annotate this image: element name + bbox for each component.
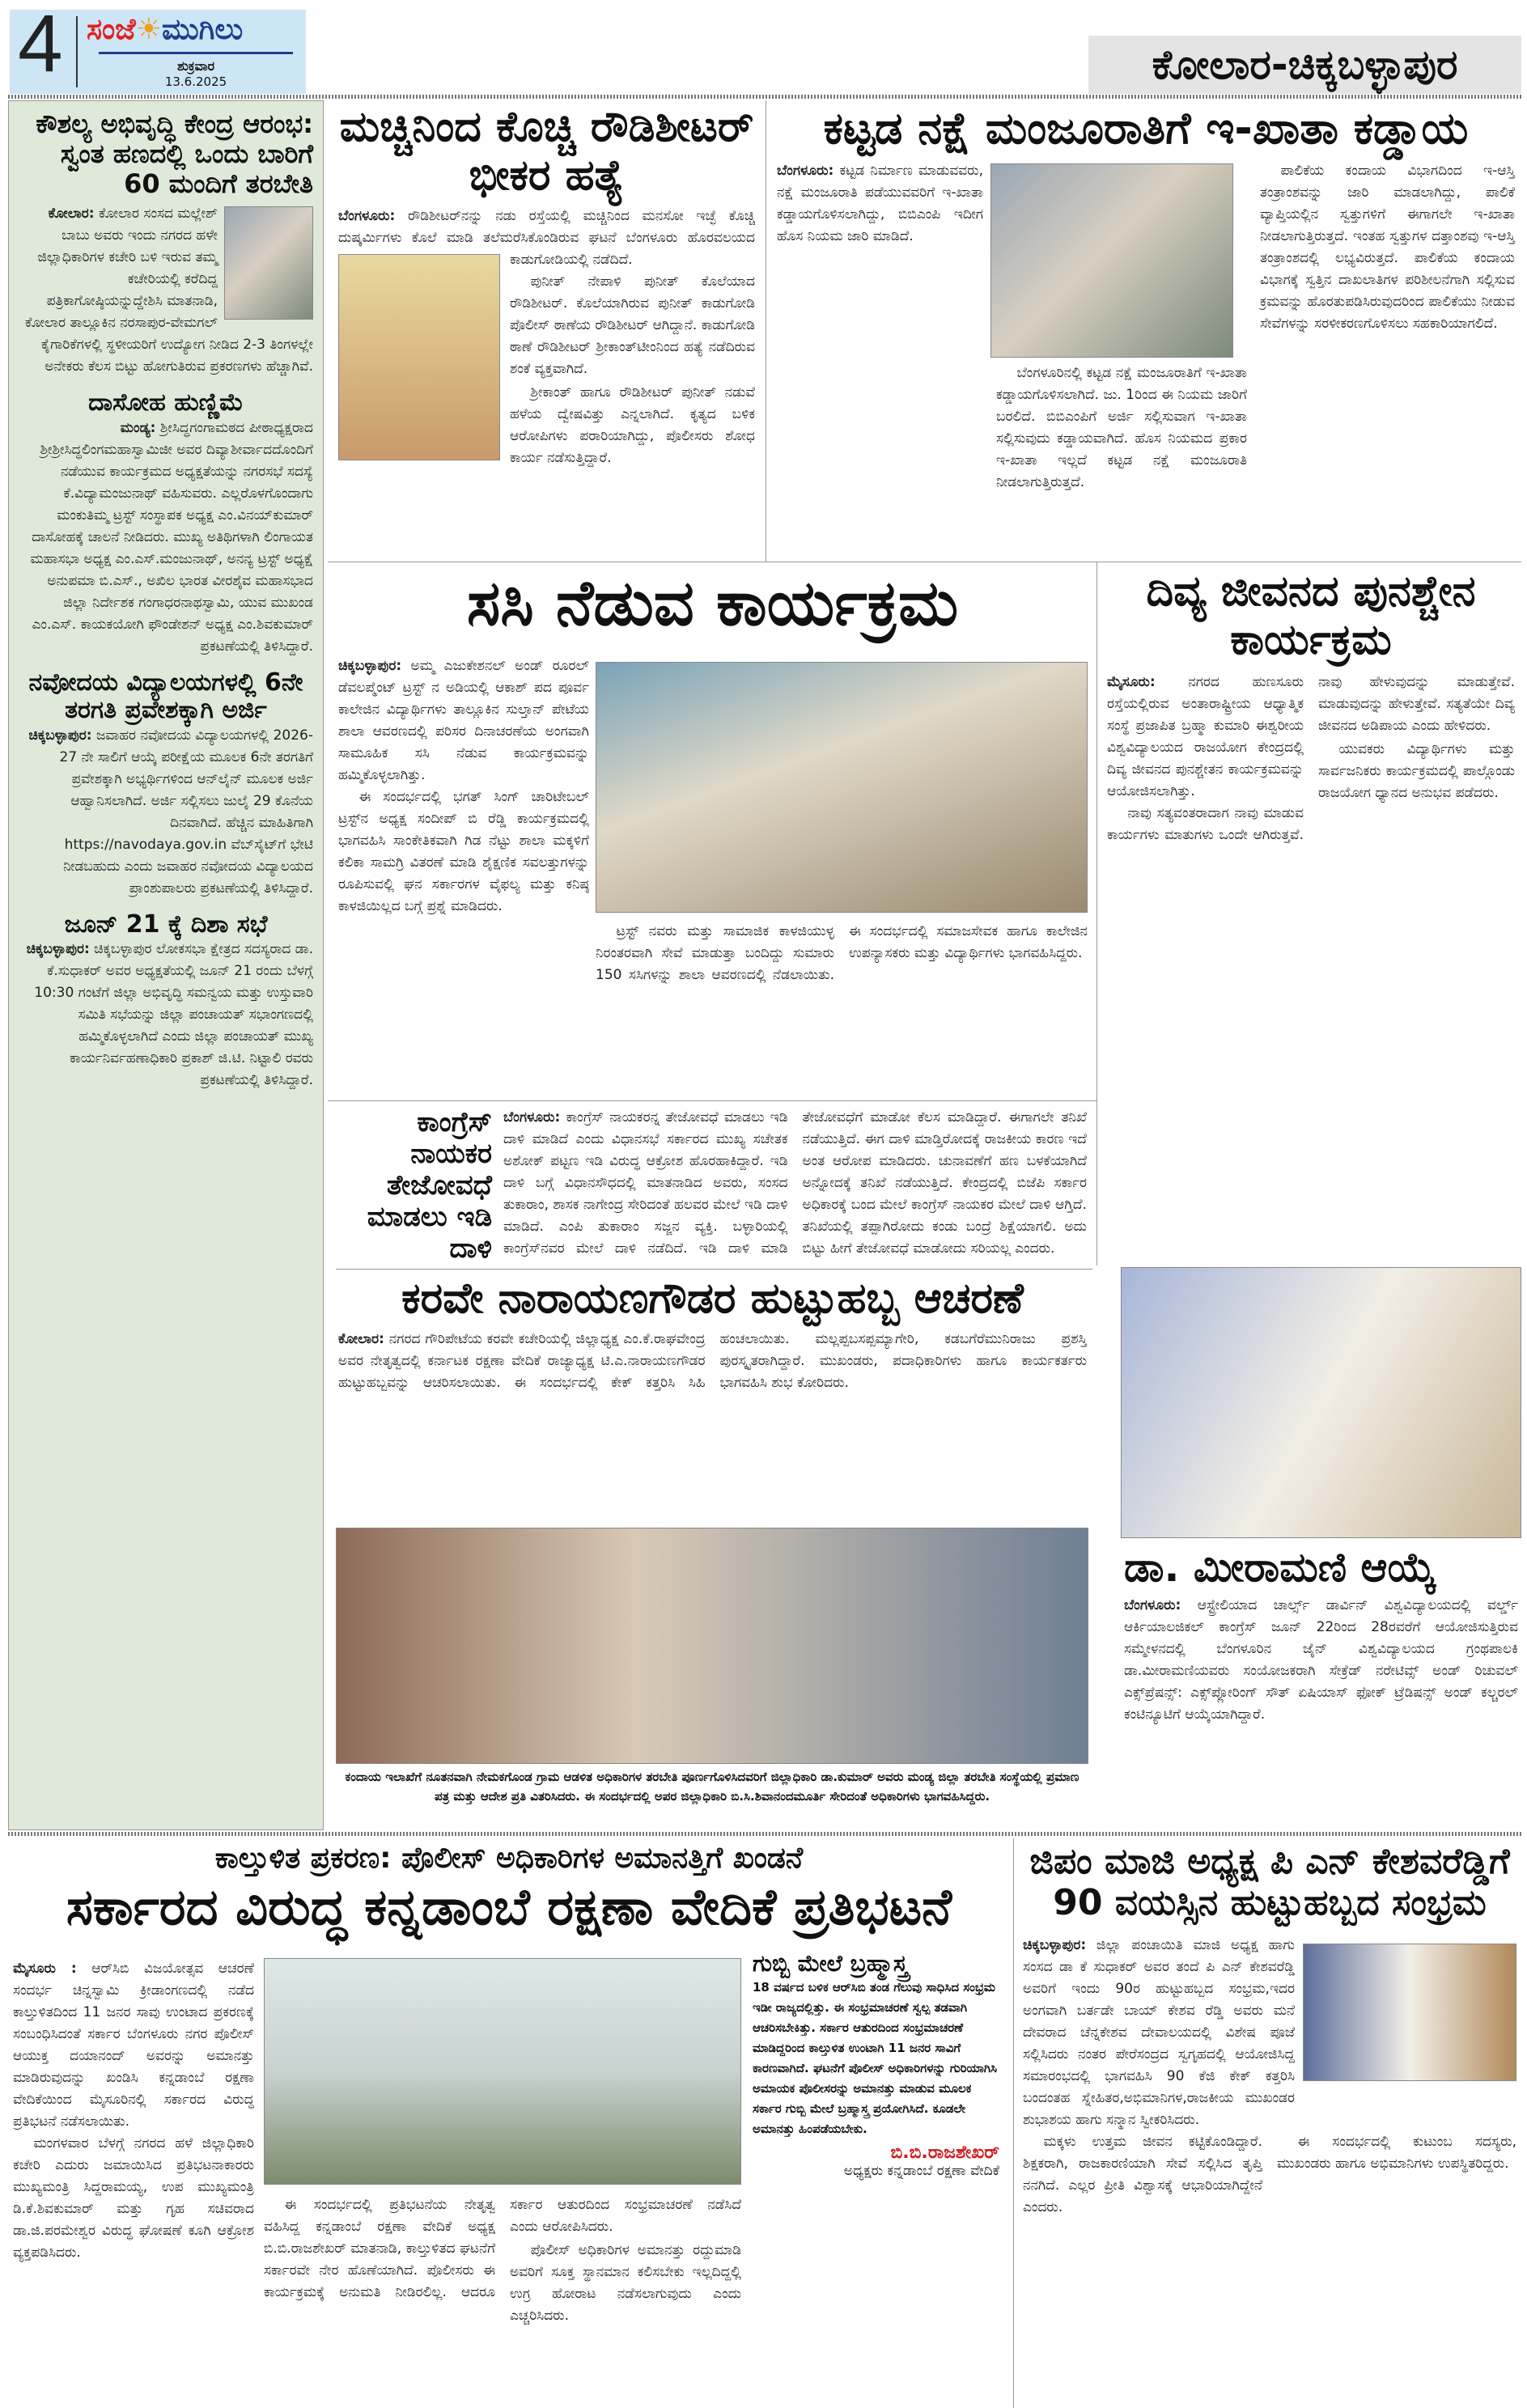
body-text: ನಗರದ ಗೌರಿಪೇಟೆಯ ಕರವೇ ಕಚೇರಿಯಲ್ಲಿ ಜಿಲ್ಲಾಧ್ಯಕ್ಷ ಎಂ.ಕೆ.ರಾಘವೇಂದ್ರ ಅವರ ನೇತೃತ್ವದಲ್ಲಿ ಕರ್ನಾಟಕ ರಕ್ಷಣಾ ವೇದಿಕೆ ರಾಜ್ಯಾಧ್ಯಕ್ಷ ಟಿ.ಎ.ನಾರಾಯಣಗೌಡರ ಹುಟ್ಟುಹಬ್ಬವನ್ನು ಆಚರಿಸಲಾಯಿತು. ಈ ಸಂದರ್ಭದಲ್ಲಿ ಕೇಕ್ ಕತ್ತರಿಸಿ ಸಿಹಿ ಹಂಚಲಾಯಿತು. ಮಲ್ಲಪ್ಪಬಸಪ್ಪಮ್ಯಾಗೇರಿ, ಕಡಬಗೆರೆಮುನಿರಾಜು ಪ್ರಶಸ್ತಿ ಪುರಸ್ಕೃತರಾಗಿದ್ದಾರೆ. ಮುಖಂಡರು, ಪದಾಧಿಕಾರಿಗಳು ಹಾಗೂ ಕಾರ್ಯಕರ್ತರು ಭಾಗವಹಿಸಿ ಶುಭ ಕೋರಿದರು. <box>338 1330 1087 1391</box>
page-number: 4 <box>18 0 63 89</box>
paragraph: ಅಮ್ಮ ಎಜುಕೇಶನಲ್ ಅಂಡ್ ರೂರಲ್ ಡೆವಲಪ್ಮೆಂಟ್ ಟ್ರಸ್ಟ್ ನ ಅಡಿಯಲ್ಲಿ ಆಕಾಶ್ ಪದ ಪೂರ್ವ ಕಾಲೇಜಿನ ವಿದ್ಯಾರ್ಥಿಗಳು ತಾಲ್ಲೂಕಿನ ಸುಲ್ತಾನ್ ಪೇಟೆಯ ಶಾಲಾ ಆವರಣದಲ್ಲಿ ಪರಿಸರ ದಿನಾಚರಣೆಯ ಅಂಗವಾಗಿ ಸಾಮೂಹಿಕ ಸಸಿ ನೆಡುವ ಕಾರ್ಯಕ್ರಮವನ್ನು ಹಮ್ಮಿಕೊಳ್ಳಲಾಗಿತ್ತು. <box>338 657 589 783</box>
divider <box>328 1100 1096 1101</box>
paragraph: ನಾವು ಸತ್ಯವಂತರಾದಾಗ ನಾವು ಮಾಡುವ ಕಾರ್ಯಗಳು ಮಾತುಗಳು ಒಂದೇ ಆಗಿರುತ್ತವೆ. ನಾವು ಹೇಳುವುದನ್ನು ಮಾಡುತ್ತೇವೆ. ಮಾಡುವುದನ್ನು ಹೇಳುತ್ತೇವೆ. ಸತ್ಯತೆಯೇ ದಿವ್ಯ ಜೀವನದ ಅಡಿಪಾಯ ಎಂದು ಹೇಳಿದರು. <box>1107 673 1515 843</box>
body-text: ಜವಾಹರ ನವೋದಯ ವಿದ್ಯಾಲಯಗಳಲ್ಲಿ 2026-27 ನೇ ಸಾಲಿಗೆ ಆಯ್ಕೆ ಪರೀಕ್ಷೆಯ ಮೂಲಕ 6ನೇ ತರಗತಿಗೆ ಪ್ರವೇಶಕ್ಕಾಗಿ ಅಭ್ಯರ್ಥಿಗಳಿಂದ ಆನ್‌ಲೈನ್ ಮೂಲಕ ಅರ್ಜಿ ಆಹ್ವಾನಿಸಲಾಗಿದೆ. ಅರ್ಜಿ ಸಲ್ಲಿಸಲು ಜುಲೈ 29 ಕೊನೆಯ ದಿನವಾಗಿದೆ. ಹೆಚ್ಚಿನ ಮಾಹಿತಿಗಾಗಿ https://navodaya.gov.in ವೆಬ್‌ಸೈಟ್‌ಗೆ ಭೇಟಿ ನೀಡಬಹುದು ಎಂದು ಜವಾಹರ ನವೋದಯ ವಿದ್ಯಾಲಯದ ಪ್ರಾಂಶುಪಾಲರು ಪ್ರಕಟಣೆಯಲ್ಲಿ ತಿಳಿಸಿದ್ದಾರೆ. <box>59 727 313 897</box>
paragraph: ಶ್ರೀಕಾಂತ್ ಹಾಗೂ ರೌಡಿಶೀಟರ್ ಪುನೀತ್ ನಡುವೆ ಹಳೆಯ ದ್ವೇಷವಿತ್ತು ಎನ್ನಲಾಗಿದೆ. ಕೃತ್ಯದ ಬಳಿಕ ಆರೋಪಿಗಳು ಪರಾರಿಯಾಗಿದ್ದು, ಪೊಲೀಸರು ಶೋಧ ಕಾರ್ಯ ನಡೆಸುತ್ತಿದ್ದಾರೆ. <box>510 384 755 466</box>
paragraph: ಬೆಂಗಳೂರಿನಲ್ಲಿ ಕಟ್ಟಡ ನಕ್ಷೆ ಮಂಜೂರಾತಿಗೆ ಇ-ಖಾತಾ ಕಡ್ಡಾಯಗೊಳಿಸಲಾಗಿದೆ. ಜು. 1ರಿಂದ ಈ ನಿಯಮ ಜಾರಿಗೆ ಬರಲಿದೆ. ಬಿಬಿಎಂಪಿಗೆ ಅರ್ಜಿ ಸಲ್ಲಿಸುವಾಗ ಇ-ಖಾತಾ ಸಲ್ಲಿಸುವುದು ಕಡ್ಡಾಯವಾಗಿದೆ. ಹೊಸ ನಿಯಮದ ಪ್ರಕಾರ ಇ-ಖಾತಾ ಇಲ್ಲದೆ ಕಟ್ಟಡ ನಕ್ಷೆ ಮಂಜೂರಾತಿ ನೀಡಲಾಗುತ್ತಿರುತ್ತದೆ. <box>996 365 1247 491</box>
quote-role: ಅಧ್ಯಕ್ಷರು ಕನ್ನಡಾಂಬೆ ರಕ್ಷಣಾ ವೇದಿಕೆ <box>843 2163 999 2179</box>
dateline: ಬೆಂಗಳೂರು: <box>503 1109 561 1126</box>
paragraph: ಟ್ರಸ್ಟ್ ನವರು ಮತ್ತು ಸಾಮಾಜಿಕ ಕಾಳಜಿಯುಳ್ಳ ನಿರಂತರವಾಗಿ ಸೇವೆ ಮಾಡುತ್ತಾ ಬಂದಿದ್ದು ಸುಮಾರು 150 ಸಸಿಗಳನ್ನು ಶಾಲಾ ಆವರಣದಲ್ಲಿ ನೆಡಲಾಯಿತು. ಈ ಸಂದರ್ಭದಲ್ಲಿ ಸಮಾಜಸೇವಕ ಹಾಗೂ ಕಾಲೇಜಿನ ಉಪನ್ಯಾಸಕರು ಮತ್ತು ವಿದ್ಯಾರ್ಥಿಗಳು ಭಾಗವಹಿಸಿದ್ದರು. <box>596 923 1088 983</box>
dateline: ಚಿಕ್ಕಬಳ್ಳಾಪುರ: <box>338 657 402 674</box>
dateline: ಚಿಕ್ಕಬಳ್ಳಾಪುರ: <box>28 727 92 744</box>
headline: ಜೂನ್ 21 ಕ್ಕೆ ದಿಶಾ ಸಭೆ <box>64 909 268 939</box>
quote-name: ಬಿ.ಬಿ.ರಾಜಶೇಖರ್ <box>890 2143 999 2163</box>
photo-caption: ಕಂದಾಯ ಇಲಾಖೆಗೆ ನೂತನವಾಗಿ ನೇಮಕಗೊಂಡ ಗ್ರಾಮ ಆಡಳಿತ ಅಧಿಕಾರಿಗಳ ತರಬೇತಿ ಪೂರ್ಣಗೊಳಿಸಿದವರಿಗೆ ಜಿಲ್ಲಾಧಿಕಾರಿ ಡಾ.ಕುಮಾರ್ ಅವರು ಮಂಡ್ಯ ಜಿಲ್ಲಾ ತರಬೇತಿ ಸಂಸ್ಥೆಯಲ್ಲಿ ಪ್ರಮಾಣ ಪತ್ರ ಮತ್ತು ಆದೇಶ ಪ್ರತಿ ವಿತರಿಸಿದರು. ಈ ಸಂದರ್ಭದಲ್ಲಿ ಅಪರ ಜಿಲ್ಲಾಧಿಕಾರಿ ಬಿ.ಸಿ.ಶಿವಾನಂದಮೂರ್ತಿ ಸೇರಿದಂತೆ ಅಧಿಕಾರಿಗಳು ಭಾಗವಹಿಸಿದ್ದರು. <box>345 1770 1080 1804</box>
headline: ಕರವೇ ನಾರಾಯಣಗೌಡರ ಹುಟ್ಟುಹಬ್ಬ ಆಚರಣೆ <box>401 1274 1024 1323</box>
headline: ದಿವ್ಯ ಜೀವನದ ಪುನಶ್ಚೇನ ಕಾರ್ಯಕ್ರಮ <box>1146 567 1476 664</box>
dateline: ಕೋಲಾರ: <box>48 206 95 223</box>
bottom-rule <box>8 1832 1521 1836</box>
headline: ಕಟ್ಟಡ ನಕ್ಷೆ ಮಂಜೂರಾತಿಗೆ ಇ-ಖಾತಾ ಕಡ್ಡಾಯ <box>823 103 1469 154</box>
protest-photo <box>264 1958 741 2185</box>
logo-underline <box>99 52 293 54</box>
article-ekhata <box>770 100 1521 560</box>
paragraph: ಮಂಗಳವಾರ ಬೆಳಗ್ಗೆ ನಗರದ ಹಳೆ ಜಿಲ್ಲಾಧಿಕಾರಿ ಕಚೇರಿ ಎದುರು ಜಮಾಯಿಸಿದ ಪ್ರತಿಭಟನಾಕಾರರು ಮುಖ್ಯಮಂತ್ರಿ ಸಿದ್ದರಾಮಯ್ಯ, ಉಪ ಮುಖ್ಯಮಂತ್ರಿ ಡಿ.ಕೆ.ಶಿವಕುಮಾರ್ ಮತ್ತು ಗೃಹ ಸಚಿವರಾದ ಡಾ.ಜಿ.ಪರಮೇಶ್ವರ ವಿರುದ್ಧ ಘೋಷಣೆ ಕೂಗಿ ಆಕ್ರೋಶ ವ್ಯಕ್ತಪಡಿಸಿದರು. <box>13 2135 254 2261</box>
body-text: ಕೋಲಾರ ಸಂಸದ ಮಲ್ಲೇಶ್ ಬಾಬು ಅವರು ಇಂದು ನಗರದ ಹಳೇ ಜಿಲ್ಲಾಧಿಕಾರಿಗಳ ಕಚೇರಿ ಬಳಿ ಇರುವ ತಮ್ಮ ಕಚೇರಿಯಲ್ಲಿ ಕರೆದಿದ್ದ ಪತ್ರಿಕಾಗೋಷ್ಠಿಯನ್ನುದ್ದೇಶಿಸಿ ಮಾತನಾಡಿ, ಕೋಲಾರ ತಾಲ್ಲೂಕಿನ ನರಸಾಪುರ-ವೇಮಗಲ್ ಕೈಗಾರಿಕೆಗಳಲ್ಲಿ ಸ್ಥಳೀಯರಿಗೆ ಉದ್ಯೋಗ ನೀಡಿದ 2-3 ತಿಂಗಳಲ್ಲೇ ಅನೇಕರು ಕೆಲಸ ಬಿಟ್ಟು ಹೋಗುತಿರುವ ಪ್ರಕರಣಗಳು ಹೆಚ್ಚಾಗಿವೆ. <box>24 206 313 375</box>
dateline: ಚಿಕ್ಕಬಳ್ಳಾಪುರ: <box>26 941 90 958</box>
paragraph: ಈ ಸಂದರ್ಭದಲ್ಲಿ ಕುಟುಂಬ ಸದಸ್ಯರು, ಮುಖಂಡರು ಹಾಗೂ ಅಭಿಮಾನಿಗಳು ಉಪಸ್ಥಿತರಿದ್ದರು. <box>1277 2134 1516 2173</box>
headline: ಮಚ್ಚಿನಿಂದ ಕೊಚ್ಚಿ ರೌಡಿಶೀಟರ್ ಭೀಕರ ಹತ್ಯೆ <box>339 103 754 200</box>
certificate-ceremony-photo <box>336 1528 1088 1764</box>
left-column <box>8 100 324 1830</box>
paragraph: ಕಟ್ಟಡ ನಿರ್ಮಾಣ ಮಾಡುವವರು, ನಕ್ಷೆ ಮಂಜೂರಾತಿ ಪಡೆಯುವವರಿಗೆ ಇ-ಖಾತಾ ಕಡ್ಡಾಯಗೊಳಿಸಲಾಗಿದ್ದು, ಬಿಬಿಎಂಪಿ ಇದೀಗ ಹೊಸ ನಿಯಮ ಜಾರಿ ಮಾಡಿದೆ. <box>777 163 984 245</box>
headline: ಜಿಪಂ ಮಾಜಿ ಅಧ್ಯಕ್ಷ ಪಿ ಎನ್ ಕೇಶವರೆಡ್ಡಿಗೆ 90 ವಯಸ್ಸಿನ ಹುಟ್ಟುಹಬ್ಬದ ಸಂಭ್ರಮ <box>1029 1841 1510 1923</box>
headline: ನವೋದಯ ವಿದ್ಯಾಲಯಗಳಲ್ಲಿ 6ನೇ ತರಗತಿ ಪ್ರವೇಶಕ್ಕಾಗಿ ಅರ್ಜಿ <box>28 668 303 725</box>
divider <box>1096 562 1097 1265</box>
divider <box>1013 1838 1014 2408</box>
section-title: ಕೋಲಾರ-ಚಿಕ್ಕಬಳ್ಳಾಪುರ <box>1088 36 1521 94</box>
headline: ಡಾ. ಮೀರಾಮಣಿ ಆಯ್ಕೆ <box>1124 1544 1436 1591</box>
dateline: ಮಂಡ್ಯ: <box>120 419 156 436</box>
dateline: ಬೆಂಗಳೂರು: <box>338 207 396 224</box>
paragraph: ಮಕ್ಕಳು ಉತ್ತಮ ಜೀವನ ಕಟ್ಟಿಕೊಂಡಿದ್ದಾರೆ. ಶಿಕ್ಷಕರಾಗಿ, ರಾಜಕಾರಣಿಯಾಗಿ ಸೇವೆ ಸಲ್ಲಿಸಿದ ತೃಪ್ತಿ ನನಗಿದೆ. ಎಲ್ಲರ ಪ್ರೀತಿ ವಿಶ್ವಾಸಕ್ಕೆ ಆಭಾರಿಯಾಗಿದ್ದೇನೆ ಎಂದರು. <box>1023 2134 1262 2216</box>
headline: ಸಸಿ ನೆಡುವ ಕಾರ್ಯಕ್ರಮ <box>466 567 959 640</box>
quote-text: 18 ವರ್ಷದ ಬಳಿಕ ಆರ್‌ಸಿಬಿ ತಂಡ ಗೆಲುವು ಸಾಧಿಸಿದ ಸಂಭ್ರಮ ಇಡೀ ರಾಜ್ಯದಲ್ಲಿತ್ತು. ಈ ಸಂಭ್ರಮಾಚರಣೆ ಸ್ವಲ್ಪ ತಡವಾಗಿ ಆಚರಿಸಬೇಕಿತ್ತು. ಸರ್ಕಾರ ಆತುರದಿಂದ ಸಂಭ್ರಮಾಚರಣೆ ಮಾಡಿದ್ದರಿಂದ ಕಾಲ್ತುಳಿತ ಉಂಟಾಗಿ 11 ಜನರ ಸಾವಿಗೆ ಕಾರಣವಾಗಿದೆ. ಘಟನೆಗೆ ಪೊಲೀಸ್ ಅಧಿಕಾರಿಗಳನ್ನು ಗುರಿಯಾಗಿಸಿ ಅಮಾಯಕ ಪೊಲೀಸರನ್ನು ಅಮಾನತ್ತು ಮಾಡುವ ಮೂಲಕ ಸರ್ಕಾರ ಗುಬ್ಬಿ ಮೇಲೆ ಬ್ರಹ್ಮಾಸ್ತ್ರ ಪ್ರಯೋಗಿಸಿದೆ. ಕೂಡಲೇ ಅಮಾನತ್ತು ಹಿಂಪಡೆಯಬೇಕು. <box>753 1980 998 2136</box>
quote-title: ಗುಬ್ಬಿ ಮೇಲೆ ಬ್ರಹ್ಮಾಸ್ತ್ರ <box>753 1950 909 1977</box>
paragraph: ಜಿಲ್ಲಾ ಪಂಚಾಯಿತಿ ಮಾಜಿ ಅಧ್ಯಕ್ಷ ಹಾಗು ಸಂಸದ ಡಾ ಕೆ ಸುಧಾಕರ್ ಅವರ ತಂದೆ ಪಿ ಎನ್ ಕೇಶವರೆಡ್ಡಿ ಅವರಿಗೆ ಇಂದು 90ರ ಹುಟ್ಟುಹಬ್ಬದ ಸಂಭ್ರಮ,ಇದರ ಅಂಗವಾಗಿ ಬರ್ತಡೇ ಬಾಯ್ ಕೇಶವ ರೆಡ್ಡಿ ಅವರು ಮನೆ ದೇವರಾದ ಚೆನ್ನಕೇಶವ ದೇವಾಲಯದಲ್ಲಿ ವಿಶೇಷ ಪೂಜೆ ಸಲ್ಲಿಸಿದರು ನಂತರ ಪೇರೆಸಂದ್ರದ ಸ್ವಗೃಹದಲ್ಲಿ ಆಯೋಜಿಸಿದ್ದ ಸಮಾರಂಭದಲ್ಲಿ ಭಾಗವಹಿಸಿ 90 ಕೆಜಿ ಕೇಕ್ ಕತ್ತರಿಸಿ ಬಂದಂತಹ ಸ್ನೇಹಿತರ,ಅಭಿಮಾನಿಗಳ,ರಾಜಕೀಯ ಮುಖಂಡರ ಶುಭಾಶಯ ಹಾಗು ಸನ್ಮಾನ ಸ್ವೀಕರಿಸಿದರು. <box>1023 1937 1295 2129</box>
paragraph: ಈ ಸಂದರ್ಭದಲ್ಲಿ ಪ್ರತಿಭಟನೆಯ ನೇತೃತ್ವ ವಹಿಸಿದ್ದ ಕನ್ನಡಾಂಬೆ ರಕ್ಷಣಾ ವೇದಿಕೆ ಅಧ್ಯಕ್ಷ ಬಿ.ಬಿ.ರಾಜಶೇಖರ್ ಮಾತನಾಡಿ, ಕಾಲ್ತುಳಿತದ ಘಟನೆಗೆ ಸರ್ಕಾರವೇ ನೇರ ಹೊಣೆಯಾಗಿದೆ. ಪೊಲೀಸರು ಈ ಕಾರ್ಯಕ್ರಮಕ್ಕೆ ಅನುಮತಿ ನೀಡಿರಲಿಲ್ಲ. ಆದರೂ ಸರ್ಕಾರ ಆತುರದಿಂದ ಸಂಭ್ರಮಾಚರಣೆ ನಡೆಸಿದೆ ಎಂದು ಆರೋಪಿಸಿದರು. <box>264 2197 741 2300</box>
top-rule <box>8 95 1521 99</box>
body-text: ಕಾಂಗ್ರೆಸ್ ನಾಯಕರನ್ನ ತೇಜೋವಧೆ ಮಾಡಲು ಇಡಿ ದಾಳಿ ಮಾಡಿದೆ ಎಂದು ವಿಧಾನಸಭೆ ಸರ್ಕಾರದ ಮುಖ್ಯ ಸಚೇತಕ ಅಶೋಕ್ ಪಟ್ಟಣ ಇಡಿ ವಿರುದ್ಧ ಆಕ್ರೋಶ ಹೊರಹಾಕಿದ್ದಾರೆ. ಇಡಿ ದಾಳಿ ಬಗ್ಗೆ ವಿಧಾನಸೌಧದಲ್ಲಿ ಮಾತನಾಡಿದ ಅವರು, ಸಂಸದ ತುಕಾರಾಂ, ಶಾಸಕ ನಾಗೇಂದ್ರ ಸೇರಿದಂತೆ ಹಲವರ ಮೇಲೆ ಇಡಿ ದಾಳಿ ಮಾಡಿದೆ. ಎಂಪಿ ತುಕಾರಾಂ ಸಜ್ಜನ ವ್ಯಕ್ತಿ. ಬಳ್ಳಾರಿಯಲ್ಲಿ ಕಾಂಗ್ರೆಸ್‌ನವರ ಮೇಲೆ ದಾಳಿ ನಡೆದಿದೆ. ಇಡಿ ದಾಳಿ ಮಾಡಿ ತೇಜೋವಧೆಗೆ ಮಾಡೋ ಕೆಲಸ ಮಾಡಿದ್ದಾರೆ. ಈಗಾಗಲೇ ತನಿಖೆ ನಡೆಯುತ್ತಿದೆ. ಈಗ ದಾಳಿ ಮಾಡ್ತಿರೋದಕ್ಕೆ ರಾಜಕೀಯ ಕಾರಣ ಇದೆ ಅಂತ ಆರೋಪ ಮಾಡಿದರು. ಚುನಾವಣೆಗೆ ಹಣ ಬಳಕೆಯಾಗಿದೆ ಅನ್ನೋದಕ್ಕೆ ತನಿಖೆ ನಡೆಯುತ್ತಿದೆ. ಕೇಂದ್ರದಲ್ಲಿ ಬಿಜೆಪಿ ಸರ್ಕಾರ ಅಧಿಕಾರಕ್ಕೆ ಬಂದ ಮೇಲೆ ಕಾಂಗ್ರೆಸ್ ನಾಯಕರ ಮೇಲೆ ದಾಳಿ ಆಗ್ತಿದೆ. ತನಿಖೆಯಲ್ಲಿ ತಪ್ಪಾಗಿರೋದು ಕಂಡು ಬಂದ್ರೆ ಶಿಕ್ಷೆಯಾಗಲಿ. ಅದು ಬಿಟ್ಟು ಹೀಗೆ ತೇಜೋವಧೆ ಮಾಡೋದು ಸರಿಯಲ್ಲ ಎಂದರು. <box>503 1109 1087 1257</box>
article-birthday <box>1018 1838 1521 2408</box>
divider <box>76 16 78 87</box>
headline: ದಾಸೋಹ ಹುಣ್ಣಿಮೆ <box>88 388 244 418</box>
article-meeramani <box>1121 1541 1521 1830</box>
divider <box>336 1269 1092 1270</box>
article-body <box>1124 1595 1518 1726</box>
article-karave <box>330 1272 1095 1523</box>
paragraph: ನಗರದ ಹುಣಸೂರು ರಸ್ತೆಯಲ್ಲಿರುವ ಅಂತಾರಾಷ್ಟ್ರೀಯ ಆಧ್ಯಾತ್ಮಿಕ ಸಂಸ್ಥೆ ಪ್ರಜಾಪಿತ ಬ್ರಹ್ಮಾ ಕುಮಾರಿ ಈಶ್ವರೀಯ ವಿಶ್ವವಿದ್ಯಾಲಯದ ರಾಜಯೋಗ ಕೇಂದ್ರದಲ್ಲಿ ದಿವ್ಯ ಜೀವನದ ಪುನಶ್ಚೇತನ ಕಾರ್ಯಕ್ರಮವನ್ನು ಆಯೋಜಿಸಲಾಗಿತ್ತು. <box>1107 673 1304 799</box>
article-sapling <box>330 565 1095 1099</box>
article-body <box>338 206 755 469</box>
article-protest <box>8 1838 1010 2408</box>
article-body <box>1107 672 1515 846</box>
lead-text: ರೌಡಿಶೀಟರ್‌ನನ್ನು ನಡು ರಸ್ತೆಯಲ್ಲಿ ಮಚ್ಚಿನಿಂದ ಮನಸೋ ಇಚ್ಛೆ ಕೊಚ್ಚಿ ದುಷ್ಕರ್ಮಿಗಳು ಕೊಲೆ ಮಾಡಿ ತಲೆಮರೆಸಿಕೊಂಡಿರುವ ಘಟನೆ ಬೆಂಗಳೂರು ಹೊರವಲಯದ ಕಾಡುಗೋಡಿಯಲ್ಲಿ ನಡೆದಿದೆ. <box>338 207 755 268</box>
article-murder <box>330 100 763 560</box>
dateline: ಕೋಲಾರ: <box>338 1330 384 1347</box>
headline: ಕೌಶಲ್ಯ ಅಭಿವೃದ್ಧಿ ಕೇಂದ್ರ ಆರಂಭ: ಸ್ವಂತ ಹಣದಲ್ಲಿ ಒಂದು ಬಾರಿಗೆ 60 ಮಂದಿಗೆ ತರಬೇತಿ <box>36 108 313 199</box>
suspect-photo <box>338 254 500 460</box>
kicker: ಕಾಲ್ತುಳಿತ ಪ್ರಕರಣ: ಪೊಲೀಸ್ ಅಧಿಕಾರಿಗಳ ಅಮಾನತ್ತಿಗೆ ಖಂಡನೆ <box>214 1842 804 1875</box>
headline: ಕಾಂಗ್ರೆಸ್ ನಾಯಕರ ತೇಜೋವಧೆ ಮಾಡಲು ಇಡಿ ದಾಳಿ <box>367 1106 492 1265</box>
article-body <box>503 1107 1087 1264</box>
lamp-lighting-photo <box>1121 1267 1521 1538</box>
article-body <box>13 1958 254 2408</box>
dateline: ಚಿಕ್ಕಬಳ್ಳಾಪುರ: <box>1023 1937 1087 1954</box>
portrait-photo <box>224 206 313 320</box>
logo-part2: ಮುಗಿಲು <box>161 13 244 46</box>
article-body <box>338 1329 1087 1394</box>
paragraph: ಪೊಲೀಸ್ ಅಧಿಕಾರಿಗಳ ಅಮಾನತ್ತು ರದ್ದುಮಾಡಿ ಅವರಿಗೆ ಸೂಕ್ತ ಸ್ಥಾನಮಾನ ಕಲಿಸಬೇಕು ಇಲ್ಲದಿದ್ದಲ್ಲಿ ಉಗ್ರ ಹೋರಾಟ ನಡೆಸಲಾಗುವುದು ಎಂದು ಎಚ್ಚರಿಸಿದರು. <box>510 2242 741 2324</box>
paragraph: ಈ ಸಂದರ್ಭದಲ್ಲಿ ಭಗತ್ ಸಿಂಗ್ ಚಾರಿಟೇಬಲ್ ಟ್ರಸ್ಟ್‌ನ ಅಧ್ಯಕ್ಷ ಸಂದೀಪ್ ಬಿ ರೆಡ್ಡಿ ಕಾರ್ಯಕ್ರಮದಲ್ಲಿ ಭಾಗವಹಿಸಿ ಸಾಂಕೇತಿಕವಾಗಿ ಗಿಡ ನೆಟ್ಟು ಶಾಲಾ ಮಕ್ಕಳಿಗೆ ಕಲಿಕಾ ಸಾಮಗ್ರಿ ವಿತರಣೆ ಮಾಡಿ ಶೈಕ್ಷಣಿಕ ಸವಲತ್ತುಗಳನ್ನು ರೂಪಿಸುವಲ್ಲಿ ಘನ ಸರ್ಕಾರಗಳ ವೈಫಲ್ಯ ಮತ್ತು ಕನಿಷ್ಠ ಕಾಳಜಿಯಿಲ್ಲದ ಬಗ್ಗೆ ಪ್ರಶ್ನೆ ಮಾಡಿದರು. <box>338 788 589 914</box>
birthday-photo <box>1303 1944 1516 2081</box>
dateline: ಮೈಸೂರು : <box>13 1961 77 1977</box>
dateline: ಮೈಸೂರು: <box>1107 673 1156 690</box>
article-body <box>19 418 313 658</box>
paragraph: ಯುವಕರು ವಿದ್ಯಾರ್ಥಿಗಳು ಮತ್ತು ಸಾರ್ವಜನಿಕರು ಕಾರ್ಯಕ್ರಮದಲ್ಲಿ ಪಾಲ್ಗೊಂಡು ರಾಜಯೋಗ ಧ್ಯಾನದ ಅನುಭವ ಪಡೆದರು. <box>1318 740 1515 801</box>
date: 13.6.2025 <box>164 74 227 89</box>
office-photo <box>990 163 1233 358</box>
article-divya <box>1101 565 1521 1262</box>
article-body <box>19 203 313 378</box>
headline: ಸರ್ಕಾರದ ವಿರುದ್ಧ ಕನ್ನಡಾಂಬೆ ರಕ್ಷಣಾ ವೇದಿಕೆ ಪ್ರತಿಭಟನೆ <box>66 1877 952 1937</box>
dateline: ಬೆಂಗಳೂರು: <box>1124 1596 1181 1613</box>
sun-icon: ☀ <box>135 13 162 46</box>
logo <box>87 13 243 47</box>
quote-box <box>753 1950 999 2403</box>
article-congress <box>330 1104 1095 1267</box>
paragraph: ಆರ್‌ಸಿಬಿ ವಿಜಯೋತ್ಸವ ಆಚರಣೆ ಸಂದರ್ಭ ಚಿನ್ನಸ್ವಾಮಿ ಕ್ರೀಡಾಂಗಣದಲ್ಲಿ ನಡೆದ ಕಾಲ್ತುಳಿತದಿಂದ 11 ಜನರ ಸಾವು ಉಂಟಾದ ಪ್ರಕರಣಕ್ಕೆ ಸಂಬಂಧಿಸಿದಂತೆ ಸರ್ಕಾರ ಬೆಂಗಳೂರು ನಗರ ಪೊಲೀಸ್ ಆಯುಕ್ತ ದಯಾನಂದ್ ಅವರನ್ನು ಅಮಾನತ್ತು ಮಾಡಿರುವುದನ್ನು ಖಂಡಿಸಿ ಕನ್ನಡಾಂಬೆ ರಕ್ಷಣಾ ವೇದಿಕೆಯಿಂದ ಮೈಸೂರಿನಲ್ಲಿ ಸರ್ಕಾರದ ವಿರುದ್ಧ ಪ್ರತಿಭಟನೆ ನಡೆಸಲಾಯಿತು. <box>13 1961 254 2130</box>
paragraph: ಪಾಲಿಕೆಯ ಕಂದಾಯ ವಿಭಾಗದಿಂದ ಇ-ಆಸ್ತಿ ತಂತ್ರಾಂಶವನ್ನು ಜಾರಿ ಮಾಡಲಾಗಿದ್ದು, ಪಾಲಿಕೆ ವ್ಯಾಪ್ತಿಯಲ್ಲಿನ ಸ್ವತ್ತುಗಳಿಗೆ ಈಗಾಗಲೇ ಇ-ಖಾತಾ ನೀಡಲಾಗುತ್ತಿರುತ್ತದೆ. ಇಂತಹ ಸ್ವತ್ತುಗಳ ದತ್ತಾಂಶವು ಇ-ಆಸ್ತಿ ತಂತ್ರಾಂಶದಲ್ಲಿ ಲಭ್ಯವಿರುತ್ತದೆ. ಪಾಲಿಕೆಯ ಕಂದಾಯ ವಿಭಾಗಕ್ಕೆ ಸ್ವತ್ತಿನ ದಾಖಲಾತಿಗಳ ಪರಿಶೀಲನೆಗಾಗಿ ಸಲ್ಲಿಸುವ ಕ್ರಮವನ್ನು ಹೊರತುಪಡಿಸಿರುವುದರಿಂದ ಪಾಲಿಕೆಯು ನೀಡುವ ಸೇವೆಗಳನ್ನು ಸರಳೀಕರಣಗೊಳಿಸಲು ಸಹಕಾರಿಯಾಗಲಿದೆ. <box>1260 163 1515 333</box>
article-body <box>19 939 313 1092</box>
logo-part1: ಸಂಜೆ <box>87 13 136 46</box>
body-text: ಚಿಕ್ಕಬಳ್ಳಾಪುರ ಲೋಕಸಭಾ ಕ್ಷೇತ್ರದ ಸದಸ್ಯರಾದ ಡಾ. ಕೆ.ಸುಧಾಕರ್ ಅವರ ಅಧ್ಯಕ್ಷತೆಯಲ್ಲಿ ಜೂನ್ 21 ರಂದು ಬೆಳಗ್ಗೆ 10:30 ಗಂಟೆಗೆ ಜಿಲ್ಲಾ ಅಭಿವೃದ್ಧಿ ಸಮನ್ವಯ ಮತ್ತು ಉಸ್ತುವಾರಿ ಸಮಿತಿ ಸಭೆಯನ್ನು ಜಿಲ್ಲಾ ಪಂಚಾಯತ್ ಸಭಾಂಗಣದಲ್ಲಿ ಹಮ್ಮಿಕೊಳ್ಳಲಾಗಿದೆ ಎಂದು ಜಿಲ್ಲಾ ಪಂಚಾಯತ್ ಮುಖ್ಯ ಕಾರ್ಯನಿರ್ವಹಣಾಧಿಕಾರಿ ಪ್ರಕಾಶ್ ಜಿ.ಟಿ. ನಿಟ್ಟಾಲಿ ರವರು ಪ್ರಕಟಣೆಯಲ್ಲಿ ತಿಳಿಸಿದ್ದಾರೆ. <box>34 941 313 1089</box>
body-text: ಶ್ರೀಸಿದ್ಧಗಂಗಾಮಠದ ಪೀಠಾಧ್ಯಕ್ಷರಾದ ಶ್ರೀಶ್ರೀಸಿದ್ಧಲಿಂಗಮಹಾಸ್ವಾಮಿಜೀ ಅವರ ದಿವ್ಯಾಶೀರ್ವಾದದೊಂದಿಗೆ ನಡೆಯುವ ಕಾರ್ಯಕ್ರಮದ ಅಧ್ಯಕ್ಷತೆಯನ್ನು ನಗರಸಭೆ ಸದಸ್ಯೆ ಕೆ.ವಿದ್ಯಾಮಂಜುನಾಥ್ ವಹಿಸುವರು. ಎಲ್ಲರೊಳಗೊಂದಾಗು ಮಂಕುತಿಮ್ಮ ಟ್ರಸ್ಟ್ ಸಂಸ್ಥಾಪಕ ಅಧ್ಯಕ್ಷ ಎಂ.ವಿನಯ್‌ಕುಮಾರ್ ದಾಸೋಹಕ್ಕೆ ಚಾಲನೆ ನೀಡಿದರು. ಮುಖ್ಯ ಅತಿಥಿಗಳಾಗಿ ಲಿಂಗಾಯತ ಮಹಾಸಭಾ ಅಧ್ಯಕ್ಷ ಎಂ.ಎಸ್.ಮಂಜುನಾಥ್, ಅನನ್ಯ ಟ್ರಸ್ಟ್ ಅಧ್ಯಕ್ಷೆ ಅನುಪಮಾ ಬಿ.ಎಸ್., ಅಖಿಲ ಭಾರತ ವೀರಶೈವ ಮಹಾಸಭಾದ ಜಿಲ್ಲಾ ನಿರ್ದೇಶಕ ಗಂಗಾಧರನಾಥಸ್ವಾಮಿ, ಯುವ ಮುಖಂಡ ಎಂ.ಎಸ್. ಕಾಯಕಯೋಗಿ ಫೌಂಡೇಶನ್ ಅಧ್ಯಕ್ಷ ಎಂ.ಶಿವಕುಮಾರ್ ಪ್ರಕಟಣೆಯಲ್ಲಿ ತಿಳಿಸಿದ್ದಾರೆ. <box>30 419 313 655</box>
planting-photo <box>596 662 1088 913</box>
article-body <box>19 725 313 900</box>
dateline: ಬೆಂಗಳೂರು: <box>777 163 834 180</box>
masthead <box>10 0 306 94</box>
body-text: ಆಸ್ಟ್ರೇಲಿಯಾದ ಚಾರ್ಲ್ಸ್ ಡಾರ್ವಿನ್ ವಿಶ್ವವಿದ್ಯಾಲಯದಲ್ಲಿ ವರ್ಲ್ಡ್ ಆರ್ಕಿಯಾಲಜಿಕಲ್ ಕಾಂಗ್ರೆಸ್ ಜೂನ್ 22ರಿಂದ 28ರವರೆಗೆ ಆಯೋಜಿಸುತ್ತಿರುವ ಸಮ್ಮೇಳನದಲ್ಲಿ ಬೆಂಗಳೂರಿನ ಜೈನ್ ವಿಶ್ವವಿದ್ಯಾಲಯದ ಗ್ರಂಥಪಾಲಕಿ ಡಾ.ಮೀರಾಮಣಿಯವರು ಸಂಯೋಜಕರಾಗಿ ಸೇಕ್ರೆಡ್ ನರೇಟಿವ್ಸ್ ಅಂಡ್ ರಿಚುವಲ್ ಎಕ್ಸ್‌ಪ್ರೆಷನ್ಸ್: ಎಕ್ಸ್‌ಪ್ಲೋರಿಂಗ್ ಸೌತ್ ಏಷಿಯಾಸ್ ಫೋಕ್ ಟ್ರೆಡಿಷನ್ಸ್ ಅಂಡ್ ಕಲ್ಚರಲ್ ಕಂಟಿನ್ಯೂಟಿಗೆ ಆಯ್ಕೆಯಾಗಿದ್ದಾರೆ. <box>1124 1596 1518 1723</box>
paragraph: ಪುನೀತ್ ನೇಪಾಳಿ ಪುನೀತ್ ಕೊಲೆಯಾದ ರೌಡಿಶೀಟರ್. ಕೊಲೆಯಾಗಿರುವ ಪುನೀತ್ ಕಾಡುಗೋಡಿ ಪೊಲೀಸ್ ಠಾಣೆಯ ರೌಡಿಶೀಟರ್ ಆಗಿದ್ದಾನೆ. ಕಾಡುಗೋಡಿ ಠಾಣೆ ರೌಡಿಶೀಟರ್ ಶ್ರೀಕಾಂತ್‌ಟೀಂನಿಂದ ಹತ್ಯೆ ನಡೆದಿರುವ ಶಂಕೆ ವ್ಯಕ್ತವಾಗಿದೆ. <box>510 273 755 377</box>
article-body-continued <box>264 2194 741 2408</box>
day: ಶುಕ್ರವಾರ <box>176 58 215 74</box>
